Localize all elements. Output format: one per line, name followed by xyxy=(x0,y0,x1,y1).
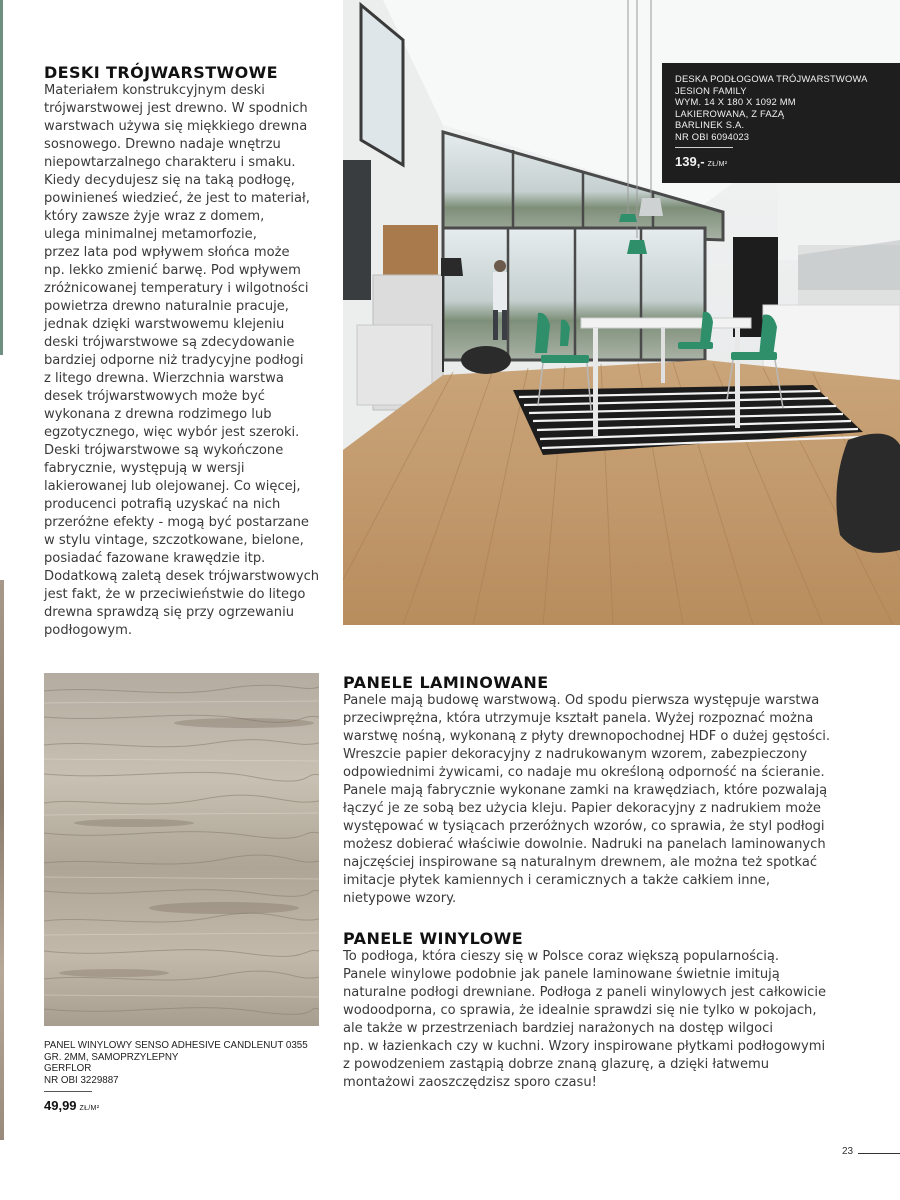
price-value: 49,99 xyxy=(44,1098,77,1114)
body-line: bardziej odporne niż tradycyjne podłogi xyxy=(44,353,304,368)
body-line: posiadać fazowane krawędzie itp. xyxy=(44,551,266,566)
body-line: z litego drewna. Wierzchnia warstwa xyxy=(44,371,284,386)
body-line: egzotycznego, więc wybór jest szeroki. xyxy=(44,425,300,440)
body-line: zróżnicowanej temperatury i wilgotności xyxy=(44,281,309,296)
body-line: wykonana z drewna rodzimego lub xyxy=(44,407,272,422)
body-line: nietypowe wzory. xyxy=(343,891,457,906)
body-line: Wreszcie papier dekoracyjny z nadrukowanym wzorem, zabezpieczony xyxy=(343,747,808,762)
price-divider xyxy=(675,147,733,148)
product-spec-line: GR. 2MM, SAMOPRZYLEPNY xyxy=(44,1051,179,1063)
product-obi-number-line: NR OBI 3229887 xyxy=(44,1074,119,1086)
body-line: łączyć je ze sobą bez użycia kleju. Papier dekoracyjny z nadrukiem może xyxy=(343,801,821,816)
body-line: Kiedy decydujesz się na taką podłogę, xyxy=(44,173,295,188)
body-line: niepowtarzalnego charakteru i smaku. xyxy=(44,155,296,170)
body-line: drewna sprawdzą się przy ogrzewaniu xyxy=(44,605,295,620)
page-edge-wood-strip xyxy=(0,580,4,1140)
page-number-rule xyxy=(858,1153,900,1154)
body-line: To podłoga, która cieszy się w Polsce coraz większą popularnością. xyxy=(343,949,780,964)
section-deski-trojwarstwowe xyxy=(44,63,324,640)
body-line: montażowi zaoszczędzisz sporo czasu! xyxy=(343,1075,597,1090)
body-line: producenci potrafią uzyskać na nich xyxy=(44,497,281,512)
page-edge-accent xyxy=(0,0,3,355)
body-line: przeróżne efekty - mogą być postarzane xyxy=(44,515,309,530)
hero-product-info-box xyxy=(662,63,900,183)
product-price xyxy=(675,151,888,170)
vinyl-panel-swatch-image xyxy=(44,673,319,1026)
section-body-deski xyxy=(44,82,324,640)
section-panele-winylowe xyxy=(343,929,858,1092)
vinyl-product-caption xyxy=(44,1040,314,1114)
body-line: odpowiednimi żywicami, co nadaje mu określoną odporność na ścieranie. xyxy=(343,765,825,780)
body-line: desek trójwarstwowych może być xyxy=(44,389,265,404)
body-line: możesz dobierać właściwie dowolnie. Nadruki na panelach laminowanych xyxy=(343,837,826,852)
body-line: powinieneś wiedzieć, że jest to materiał, xyxy=(44,191,310,206)
wood-texture xyxy=(44,673,319,1026)
body-line: np. lekko zmienić barwę. Pod wpływem xyxy=(44,263,301,278)
body-line: fabrycznie, występują w wersji xyxy=(44,461,245,476)
section-body-laminowane xyxy=(343,692,858,908)
body-line: z powodzeniem zastąpią dobrze znaną glazurę, a dzięki łatwemu xyxy=(343,1057,770,1072)
body-line: lakierowanej lub olejowanej. Co więcej, xyxy=(44,479,301,494)
product-price xyxy=(44,1095,314,1114)
body-line: deski trójwarstwowe są zdecydowanie xyxy=(44,335,295,350)
section-title-laminowane: PANELE LAMINOWANE xyxy=(343,673,549,692)
price-unit: ZŁ/M² xyxy=(707,160,728,168)
section-panele-laminowane xyxy=(343,673,858,908)
body-line: jest fakt, że w przeciwieństwie do litego xyxy=(44,587,306,602)
hero-interior-photo xyxy=(343,0,900,625)
product-manufacturer-line: GERFLOR xyxy=(44,1063,92,1075)
body-line: który zawsze żyje wraz z domem, xyxy=(44,209,265,224)
price-unit: ZŁ/M² xyxy=(79,1105,100,1113)
product-manufacturer-line: BARLINEK S.A. xyxy=(675,119,745,131)
body-line: występować w tysiącach przeróżnych wzorów, co sprawia, że styl podłogi xyxy=(343,819,825,834)
body-line: Panele mają budowę warstwową. Od spodu pierwsza występuje warstwa xyxy=(343,693,820,708)
product-series-line: JESION FAMILY xyxy=(675,84,747,96)
body-line: Dodatkową zaletą desek trójwarstwowych xyxy=(44,569,320,584)
body-line: przez lata pod wpływem słońca może xyxy=(44,245,290,260)
body-line: podłogowym. xyxy=(44,623,133,638)
body-line: np. w łazienkach czy w kuchni. Wzory inspirowane płytkami podłogowymi xyxy=(343,1039,826,1054)
body-line: sosnowego. Drewno nadaje wnętrzu xyxy=(44,137,281,152)
section-title-deski: DESKI TRÓJWARSTWOWE xyxy=(44,63,278,82)
body-line: Panele mają fabrycznie wykonane zamki na krawędziach, które pozwalają xyxy=(343,783,828,798)
body-line: wodoodporna, co sprawia, że idealnie sprawdzi się nie tylko w pokojach, xyxy=(343,1003,817,1018)
body-line: ale także w przestrzeniach bardziej narażonych na dostęp wilgoci xyxy=(343,1021,774,1036)
body-line: najczęściej inspirowane są naturalnym drewnem, ale można też spotkać xyxy=(343,855,818,870)
product-dimensions-line: WYM. 14 X 180 X 1092 MM xyxy=(675,96,796,108)
body-line: przeciwprężna, która utrzymuje kształt panela. Wyżej rozpoznać można xyxy=(343,711,814,726)
section-body-winylowe xyxy=(343,948,858,1092)
body-line: imitacje płytek kamiennych i ceramicznych a także całkiem inne, xyxy=(343,873,771,888)
product-obi-number-line: NR OBI 6094023 xyxy=(675,130,750,142)
product-name-line: DESKA PODŁOGOWA TRÓJWARSTWOWA xyxy=(675,73,868,84)
body-line: warstwę nośną, wykonaną z płyty drewnopochodnej HDF o dużej gęstości. xyxy=(343,729,831,744)
body-line: Panele winylowe podobnie jak panele laminowane świetnie imitują xyxy=(343,967,780,982)
body-line: naturalne podłogi drewniane. Podłoga z paneli winylowych jest całkowicie xyxy=(343,985,827,1000)
price-value: 139,- xyxy=(675,153,705,169)
price-divider xyxy=(44,1091,92,1092)
body-line: warstwach używa się miękkiego drewna xyxy=(44,119,308,134)
body-line: powietrza drewno naturalnie pracuje, xyxy=(44,299,289,314)
section-title-winylowe: PANELE WINYLOWE xyxy=(343,929,524,948)
body-line: jednak dzięki warstwowemu klejeniu xyxy=(44,317,285,332)
body-line: ulega minimalnej metamorfozie, xyxy=(44,227,257,242)
body-line: Materiałem konstrukcyjnym deski xyxy=(44,83,265,98)
body-line: w stylu vintage, szczotkowane, bielone, xyxy=(44,533,304,548)
body-line: trójwarstwowej jest drewno. W spodnich xyxy=(44,101,308,116)
product-name-line: PANEL WINYLOWY SENSO ADHESIVE CANDLENUT 0355 xyxy=(44,1040,308,1051)
page-number: 23 xyxy=(842,1146,854,1157)
body-line: Deski trójwarstwowe są wykończone xyxy=(44,443,284,458)
product-finish-line: LAKIEROWANA, Z FAZĄ xyxy=(675,107,785,119)
